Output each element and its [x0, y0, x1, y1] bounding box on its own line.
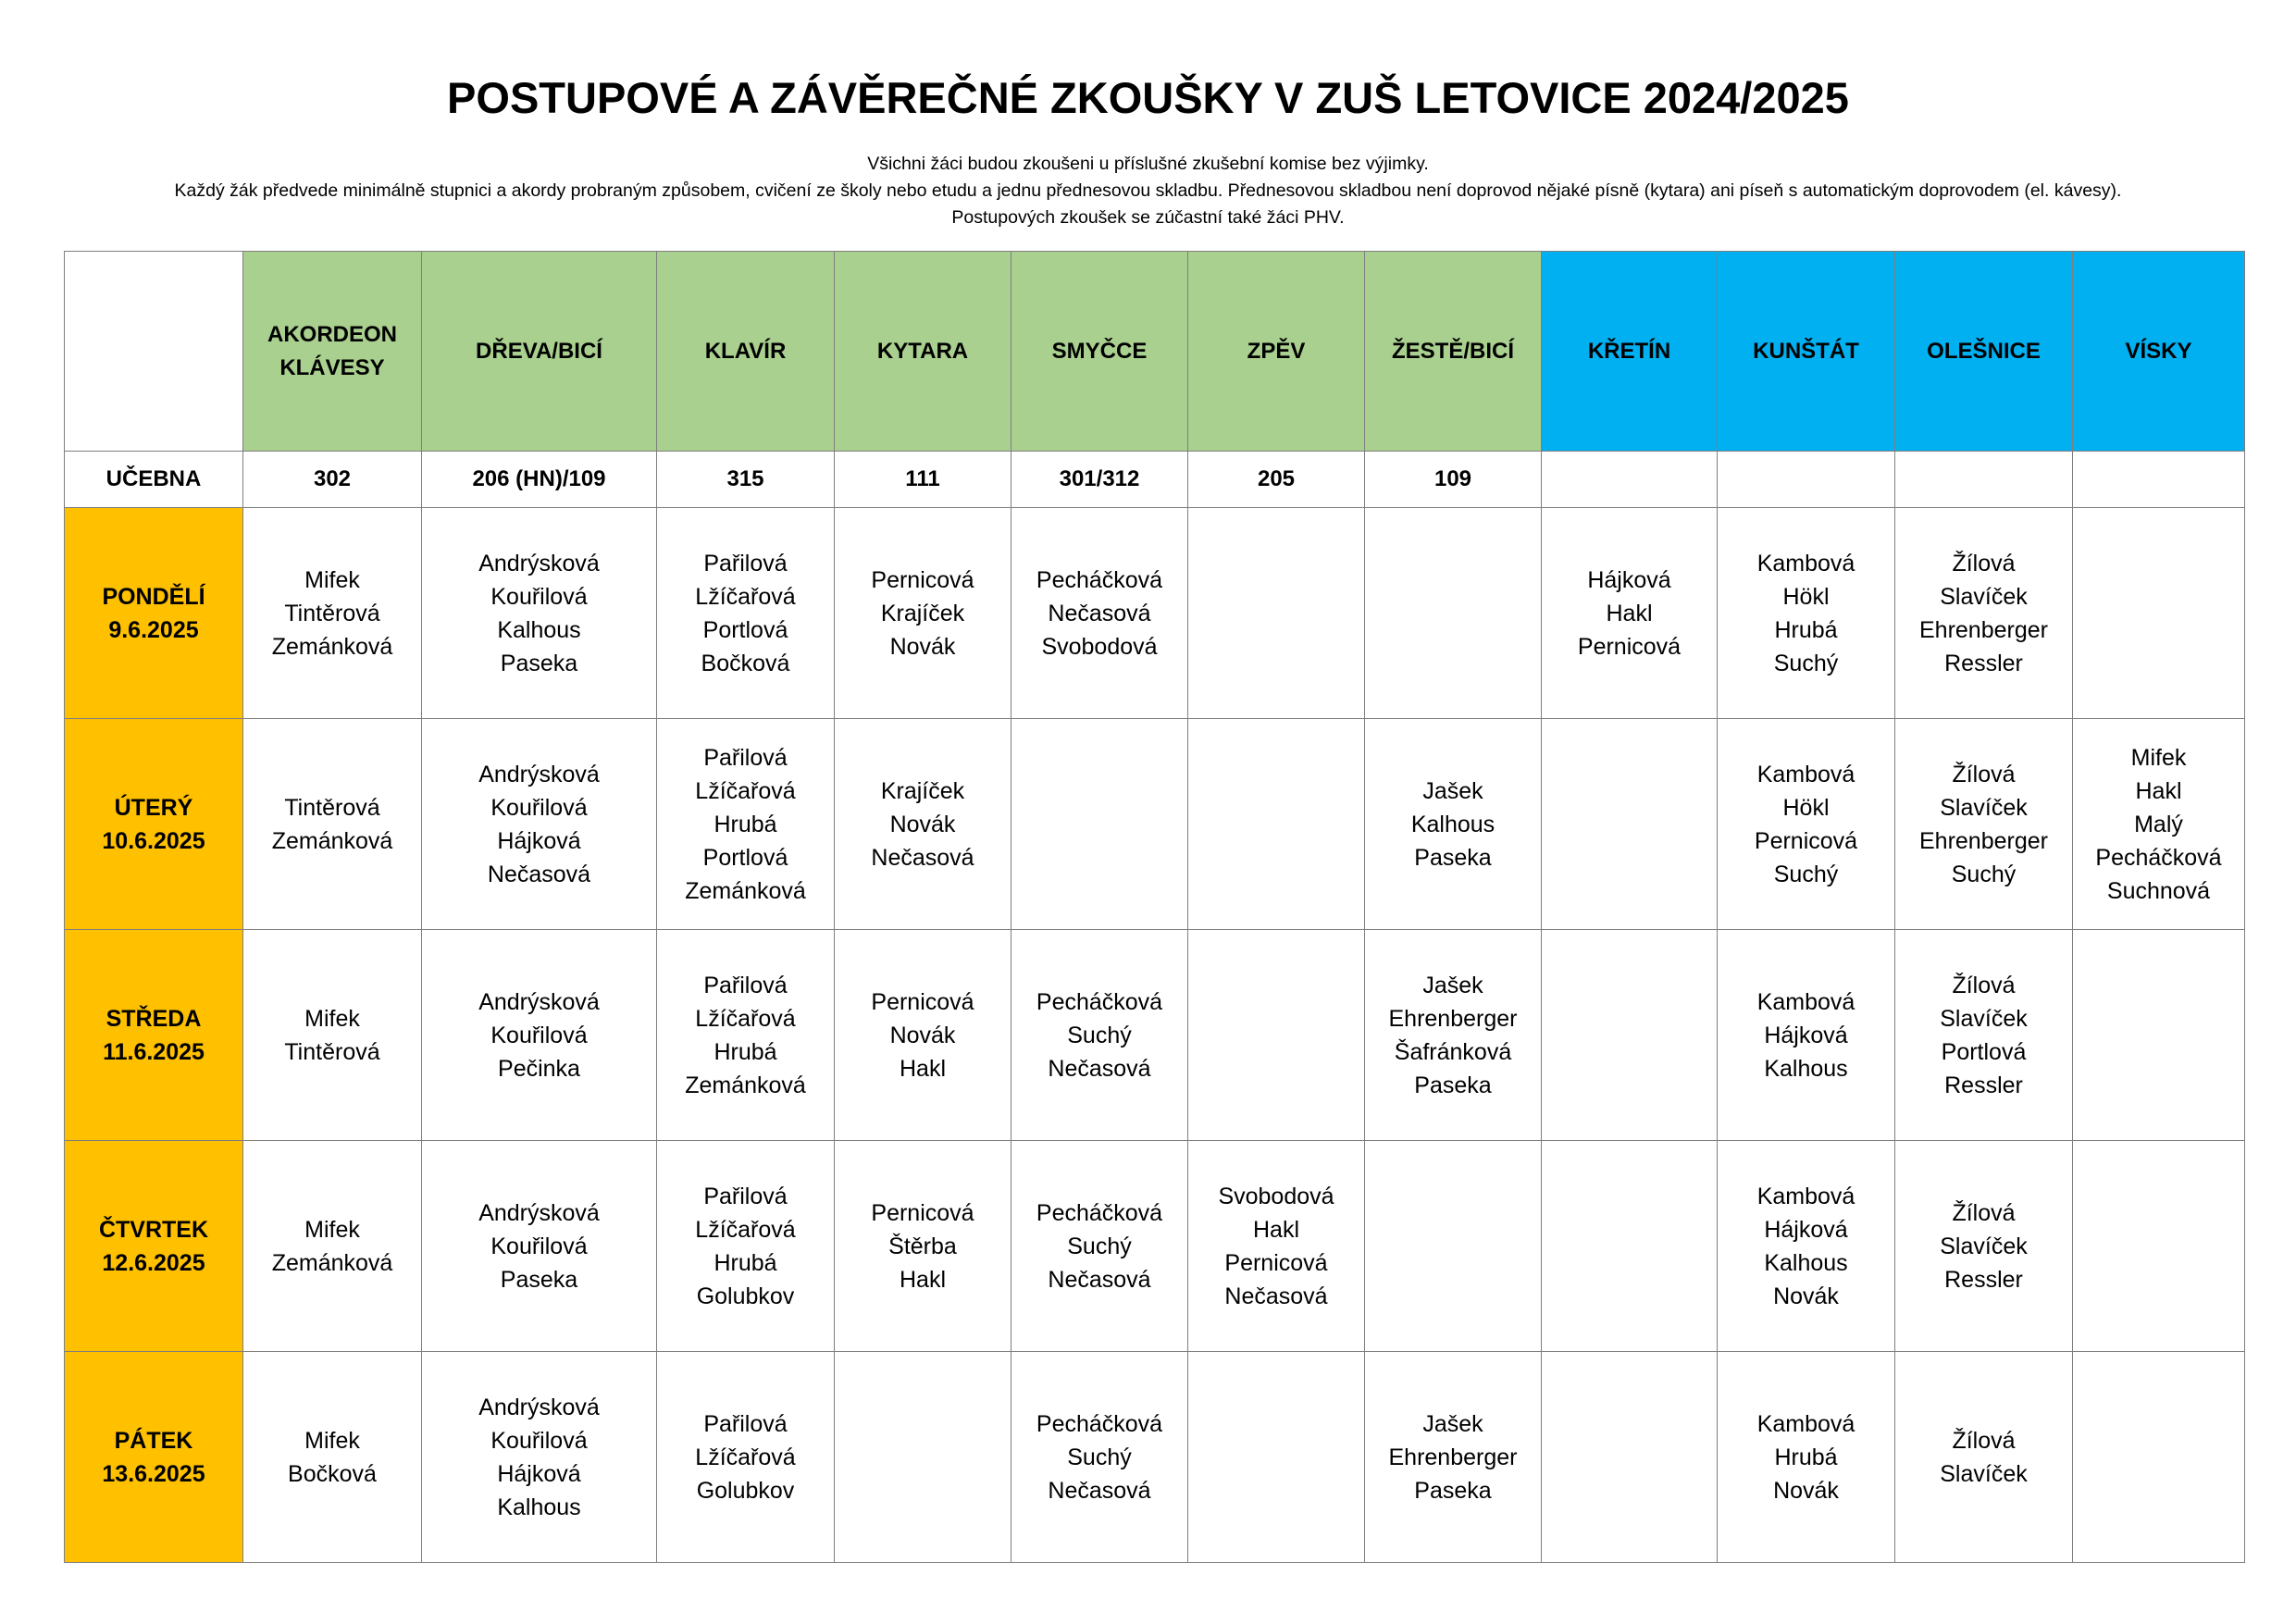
cell-text: KŘETÍN: [1587, 338, 1671, 364]
cell-text: ZPĚV: [1247, 338, 1306, 364]
day-row: [65, 930, 2245, 1141]
cell-text: Slavíček: [1940, 1005, 2028, 1032]
cell-text: VÍSKY: [2125, 338, 2192, 364]
cell-text: Kouřilová: [490, 1233, 588, 1259]
header-row: [65, 252, 2245, 452]
schedule-cell: [1718, 719, 1895, 930]
cell-text: Mifek: [304, 1216, 360, 1243]
schedule-cell: [2073, 1141, 2245, 1352]
cell-text: Suchý: [1067, 1022, 1132, 1048]
cell-text: Paseka: [1414, 1072, 1492, 1098]
cell-text: ŽESTĚ/BICÍ: [1391, 338, 1514, 364]
cell-text: Svobodová: [1218, 1183, 1334, 1209]
cell-text: Bočková: [701, 650, 790, 676]
cell-text: Ressler: [1944, 650, 2023, 676]
day-header: [65, 508, 243, 719]
cell-text: Žílová: [1952, 550, 2016, 576]
schedule-cell: [1895, 930, 2073, 1141]
cell-text: Nečasová: [1048, 600, 1151, 626]
cell-text: Žílová: [1952, 1427, 2016, 1454]
schedule-cell: [422, 1141, 657, 1352]
room-number: 301/312: [1011, 452, 1188, 508]
cell-text: Hájková: [1764, 1216, 1848, 1243]
cell-text: Andrýsková: [478, 988, 600, 1015]
schedule-cell: [1365, 508, 1542, 719]
room-number: 111: [835, 452, 1011, 508]
cell-text: Nečasová: [871, 844, 974, 871]
schedule-cell: [422, 719, 657, 930]
day-header: [65, 1141, 243, 1352]
room-number: 206 (HN)/109: [422, 452, 657, 508]
cell-text: Pecháčková: [1036, 988, 1163, 1015]
cell-text: Ehrenberger: [1919, 827, 2048, 854]
schedule-cell: [1542, 719, 1718, 930]
room-row: [65, 452, 2245, 508]
cell-text: KUNŠTÁT: [1753, 338, 1859, 364]
schedule-cell: [2073, 719, 2245, 930]
cell-text: Štěrba: [888, 1233, 957, 1259]
cell-text: AKORDEON: [267, 321, 397, 347]
schedule-cell: [1718, 1141, 1895, 1352]
room-number: 302: [243, 452, 422, 508]
cell-text: Nečasová: [1048, 1266, 1151, 1293]
schedule-cell: [835, 1141, 1011, 1352]
column-header: [1718, 252, 1895, 452]
schedule-cell: [835, 508, 1011, 719]
cell-text: Pernicová: [871, 566, 974, 593]
cell-text: Lžíčařová: [695, 583, 796, 610]
cell-text: Paseka: [500, 1266, 578, 1293]
cell-text: Suchý: [1067, 1233, 1132, 1259]
cell-text: Andrýsková: [478, 1394, 600, 1420]
cell-text: Svobodová: [1041, 633, 1158, 660]
cell-text: Zemánková: [685, 877, 806, 904]
cell-text: Mifek: [304, 1005, 360, 1032]
schedule-cell: [1542, 1141, 1718, 1352]
cell-text: Kambová: [1756, 988, 1855, 1015]
schedule-cell: [1365, 719, 1542, 930]
day-header: [65, 1352, 243, 1563]
day-row: [65, 1141, 2245, 1352]
schedule-cell: [1542, 1352, 1718, 1563]
schedule-cell: [422, 508, 657, 719]
room-number: [1718, 452, 1895, 508]
schedule-cell: [1011, 508, 1188, 719]
cell-text: DŘEVA/BICÍ: [476, 338, 602, 364]
cell-text: Andrýsková: [478, 761, 600, 787]
cell-text: Kalhous: [497, 616, 581, 643]
cell-text: Suchý: [1067, 1444, 1132, 1470]
room-number: [2073, 452, 2245, 508]
cell-text: Hakl: [1252, 1216, 1299, 1243]
schedule-cell: [243, 1141, 422, 1352]
cell-text: Pernicová: [1224, 1249, 1328, 1276]
schedule-cell: [1895, 508, 2073, 719]
cell-text: Kalhous: [497, 1494, 581, 1520]
cell-text: Hájková: [1764, 1022, 1848, 1048]
cell-text: Nečasová: [1048, 1477, 1151, 1504]
cell-text: Hökl: [1782, 794, 1830, 821]
schedule-cell: [2073, 508, 2245, 719]
cell-text: Ehrenberger: [1388, 1444, 1518, 1470]
cell-text: Pecháčková: [1036, 1199, 1163, 1226]
schedule-cell: [1718, 1352, 1895, 1563]
schedule-cell: [1365, 1141, 1542, 1352]
cell-text: Kambová: [1756, 761, 1855, 787]
schedule-cell: [243, 1352, 422, 1563]
schedule-cell: [1365, 1352, 1542, 1563]
day-name: ČTVRTEK: [98, 1216, 209, 1243]
schedule-cell: [1542, 930, 1718, 1141]
cell-text: Suchý: [1773, 650, 1839, 676]
column-header: [835, 252, 1011, 452]
room-number: 315: [657, 452, 835, 508]
cell-text: Zemánková: [271, 827, 393, 854]
cell-text: Hájková: [497, 1460, 581, 1487]
cell-text: Tintěrová: [284, 1038, 380, 1065]
cell-text: Novák: [889, 811, 956, 837]
cell-text: Golubkov: [696, 1477, 795, 1504]
cell-text: Hrubá: [714, 1038, 777, 1065]
column-header: [657, 252, 835, 452]
cell-text: Kouřilová: [490, 583, 588, 610]
day-date: 9.6.2025: [108, 616, 199, 643]
cell-text: Tintěrová: [284, 600, 380, 626]
cell-text: Mifek: [304, 566, 360, 593]
cell-text: Kalhous: [1764, 1249, 1848, 1276]
room-number: 205: [1188, 452, 1365, 508]
cell-text: Hakl: [2135, 777, 2182, 804]
day-header: [65, 930, 243, 1141]
day-date: 12.6.2025: [102, 1249, 205, 1276]
cell-text: Lžíčařová: [695, 1444, 796, 1470]
schedule-cell: [1895, 1141, 2073, 1352]
cell-text: Kouřilová: [490, 1022, 588, 1048]
cell-text: Slavíček: [1940, 1460, 2028, 1487]
column-header: [243, 252, 422, 452]
day-row: [65, 1352, 2245, 1563]
cell-text: Žílová: [1952, 972, 2016, 998]
cell-text: Šafránková: [1394, 1038, 1512, 1065]
schedule-cell: [243, 719, 422, 930]
cell-text: Bočková: [288, 1460, 377, 1487]
cell-text: Tintěrová: [284, 794, 380, 821]
cell-text: Kalhous: [1410, 811, 1496, 837]
cell-text: Hakl: [899, 1055, 946, 1082]
cell-text: Pernicová: [1577, 633, 1682, 660]
cell-text: Paseka: [1414, 844, 1492, 871]
cell-text: Zemánková: [271, 1249, 393, 1276]
cell-text: Hrubá: [714, 1249, 777, 1276]
schedule-cell: [657, 1352, 835, 1563]
cell-text: SMYČCE: [1051, 338, 1148, 364]
day-name: ÚTERÝ: [114, 794, 193, 821]
cell-text: KLAVÍR: [704, 338, 787, 364]
cell-text: Lžíčařová: [695, 1005, 796, 1032]
column-header: [1188, 252, 1365, 452]
cell-text: Hájková: [497, 827, 581, 854]
schedule-cell: [657, 719, 835, 930]
cell-text: Kambová: [1756, 1183, 1855, 1209]
cell-text: Mifek: [304, 1427, 360, 1454]
cell-text: Krajíček: [880, 777, 965, 804]
schedule-cell: [1011, 719, 1188, 930]
cell-text: Krajíček: [880, 600, 965, 626]
day-name: PÁTEK: [114, 1427, 193, 1454]
room-label: UČEBNA: [65, 452, 243, 508]
schedule-cell: [657, 1141, 835, 1352]
page-title: POSTUPOVÉ A ZÁVĚREČNÉ ZKOUŠKY V ZUŠ LETOVICE 2024/2025: [447, 73, 1849, 122]
schedule-cell: [1188, 1352, 1365, 1563]
schedule-cell: [1895, 1352, 2073, 1563]
cell-text: Jašek: [1422, 777, 1483, 804]
cell-text: Slavíček: [1940, 794, 2028, 821]
cell-text: Golubkov: [696, 1283, 795, 1309]
cell-text: OLEŠNICE: [1927, 338, 2041, 364]
cell-text: Kouřilová: [490, 1427, 588, 1454]
corner-cell: [65, 252, 243, 452]
cell-text: KYTARA: [876, 338, 969, 364]
cell-text: Hrubá: [1774, 1444, 1838, 1470]
cell-text: Ehrenberger: [1388, 1005, 1518, 1032]
day-row: [65, 719, 2245, 930]
schedule-cell: [422, 930, 657, 1141]
cell-text: Pernicová: [1754, 827, 1858, 854]
column-header: [1365, 252, 1542, 452]
day-row: [65, 508, 2245, 719]
cell-text: KLÁVESY: [279, 354, 385, 380]
schedule-cell: [657, 508, 835, 719]
column-header: [1542, 252, 1718, 452]
day-date: 10.6.2025: [102, 827, 205, 854]
schedule-cell: [243, 508, 422, 719]
schedule-cell: [1718, 508, 1895, 719]
cell-text: Nečasová: [487, 861, 591, 887]
cell-text: Slavíček: [1940, 583, 2028, 610]
cell-text: Lžíčařová: [695, 777, 796, 804]
schedule-cell: [243, 930, 422, 1141]
cell-text: Portlová: [1941, 1038, 2027, 1065]
cell-text: Nečasová: [1224, 1283, 1328, 1309]
cell-text: Pernicová: [871, 1199, 974, 1226]
cell-text: Suchý: [1951, 861, 2017, 887]
cell-text: Malý: [2134, 811, 2183, 837]
cell-text: Kambová: [1756, 550, 1855, 576]
schedule-cell: [835, 719, 1011, 930]
note-line: Postupových zkoušek se zúčastní také žáci PHV.: [951, 207, 1345, 228]
cell-text: Zemánková: [685, 1072, 806, 1098]
day-date: 13.6.2025: [102, 1460, 205, 1487]
schedule-cell: [1188, 930, 1365, 1141]
schedule-cell: [2073, 930, 2245, 1141]
day-header: [65, 719, 243, 930]
schedule-cell: [1365, 930, 1542, 1141]
schedule-table: [64, 251, 2245, 1563]
schedule-cell: [835, 1352, 1011, 1563]
cell-text: Zemánková: [271, 633, 393, 660]
cell-text: Hrubá: [1774, 616, 1838, 643]
schedule-cell: [1188, 508, 1365, 719]
cell-text: Hrubá: [714, 811, 777, 837]
cell-text: Pařilová: [703, 550, 788, 576]
room-number: [1895, 452, 2073, 508]
cell-text: Paseka: [1414, 1477, 1492, 1504]
cell-text: Pařilová: [703, 1410, 788, 1437]
cell-text: Novák: [1773, 1477, 1839, 1504]
cell-text: Mifek: [2130, 744, 2187, 771]
schedule-cell: [1188, 1141, 1365, 1352]
cell-text: Jašek: [1422, 972, 1483, 998]
cell-text: Hakl: [899, 1266, 946, 1293]
cell-text: Pecháčková: [1036, 1410, 1163, 1437]
schedule-cell: [1718, 930, 1895, 1141]
note-line: Každý žák předvede minimálně stupnici a akordy probraným způsobem, cvičení ze školy nebo etudu a jednu přednesovou skladbu. Přednesovou skladbou není doprovod nějaké písně (kytara) ani píseň s automatickým doprovodem (el. kávesy).: [174, 180, 2122, 201]
cell-text: Paseka: [500, 650, 578, 676]
cell-text: Pařilová: [703, 972, 788, 998]
cell-text: Novák: [1773, 1283, 1839, 1309]
column-header: [1895, 252, 2073, 452]
schedule-cell: [1542, 508, 1718, 719]
cell-text: Hökl: [1782, 583, 1830, 610]
cell-text: Suchý: [1773, 861, 1839, 887]
cell-text: Novák: [889, 1022, 956, 1048]
cell-text: Portlová: [702, 844, 788, 871]
cell-text: Pařilová: [703, 744, 788, 771]
column-header: [1011, 252, 1188, 452]
schedule-cell: [1011, 1352, 1188, 1563]
schedule-cell: [1895, 719, 2073, 930]
cell-text: Slavíček: [1940, 1233, 2028, 1259]
cell-text: Kouřilová: [490, 794, 588, 821]
cell-text: Kambová: [1756, 1410, 1855, 1437]
schedule-cell: [835, 930, 1011, 1141]
cell-text: Ehrenberger: [1919, 616, 2048, 643]
notes: [0, 151, 2296, 231]
column-header: [422, 252, 657, 452]
schedule-cell: [2073, 1352, 2245, 1563]
schedule-cell: [657, 930, 835, 1141]
column-header: [2073, 252, 2245, 452]
note-line: Všichni žáci budou zkoušeni u příslušné zkušební komise bez výjimky.: [867, 154, 1429, 174]
cell-text: Ressler: [1944, 1266, 2023, 1293]
day-date: 11.6.2025: [103, 1038, 205, 1065]
cell-text: Pecháčková: [2095, 844, 2222, 871]
room-number: [1542, 452, 1718, 508]
cell-text: Jašek: [1422, 1410, 1483, 1437]
schedule-cell: [422, 1352, 657, 1563]
room-number: 109: [1365, 452, 1542, 508]
schedule-cell: [1011, 1141, 1188, 1352]
day-name: PONDĚLÍ: [102, 583, 205, 610]
day-name: STŘEDA: [105, 1005, 202, 1032]
cell-text: Portlová: [702, 616, 788, 643]
cell-text: Nečasová: [1048, 1055, 1151, 1082]
cell-text: Hájková: [1587, 566, 1671, 593]
cell-text: Kalhous: [1764, 1055, 1848, 1082]
cell-text: Hakl: [1606, 600, 1653, 626]
cell-text: Novák: [889, 633, 956, 660]
cell-text: Pečinka: [498, 1055, 580, 1082]
schedule-cell: [1011, 930, 1188, 1141]
cell-text: Pernicová: [871, 988, 974, 1015]
schedule-cell: [1188, 719, 1365, 930]
cell-text: Andrýsková: [478, 1199, 600, 1226]
cell-text: Ressler: [1944, 1072, 2023, 1098]
cell-text: Lžíčařová: [695, 1216, 796, 1243]
cell-text: Žílová: [1952, 1199, 2016, 1226]
cell-text: Pecháčková: [1036, 566, 1163, 593]
cell-text: Žílová: [1952, 761, 2016, 787]
cell-text: Pařilová: [703, 1183, 788, 1209]
cell-text: Suchnová: [2106, 877, 2211, 904]
cell-text: Andrýsková: [478, 550, 600, 576]
